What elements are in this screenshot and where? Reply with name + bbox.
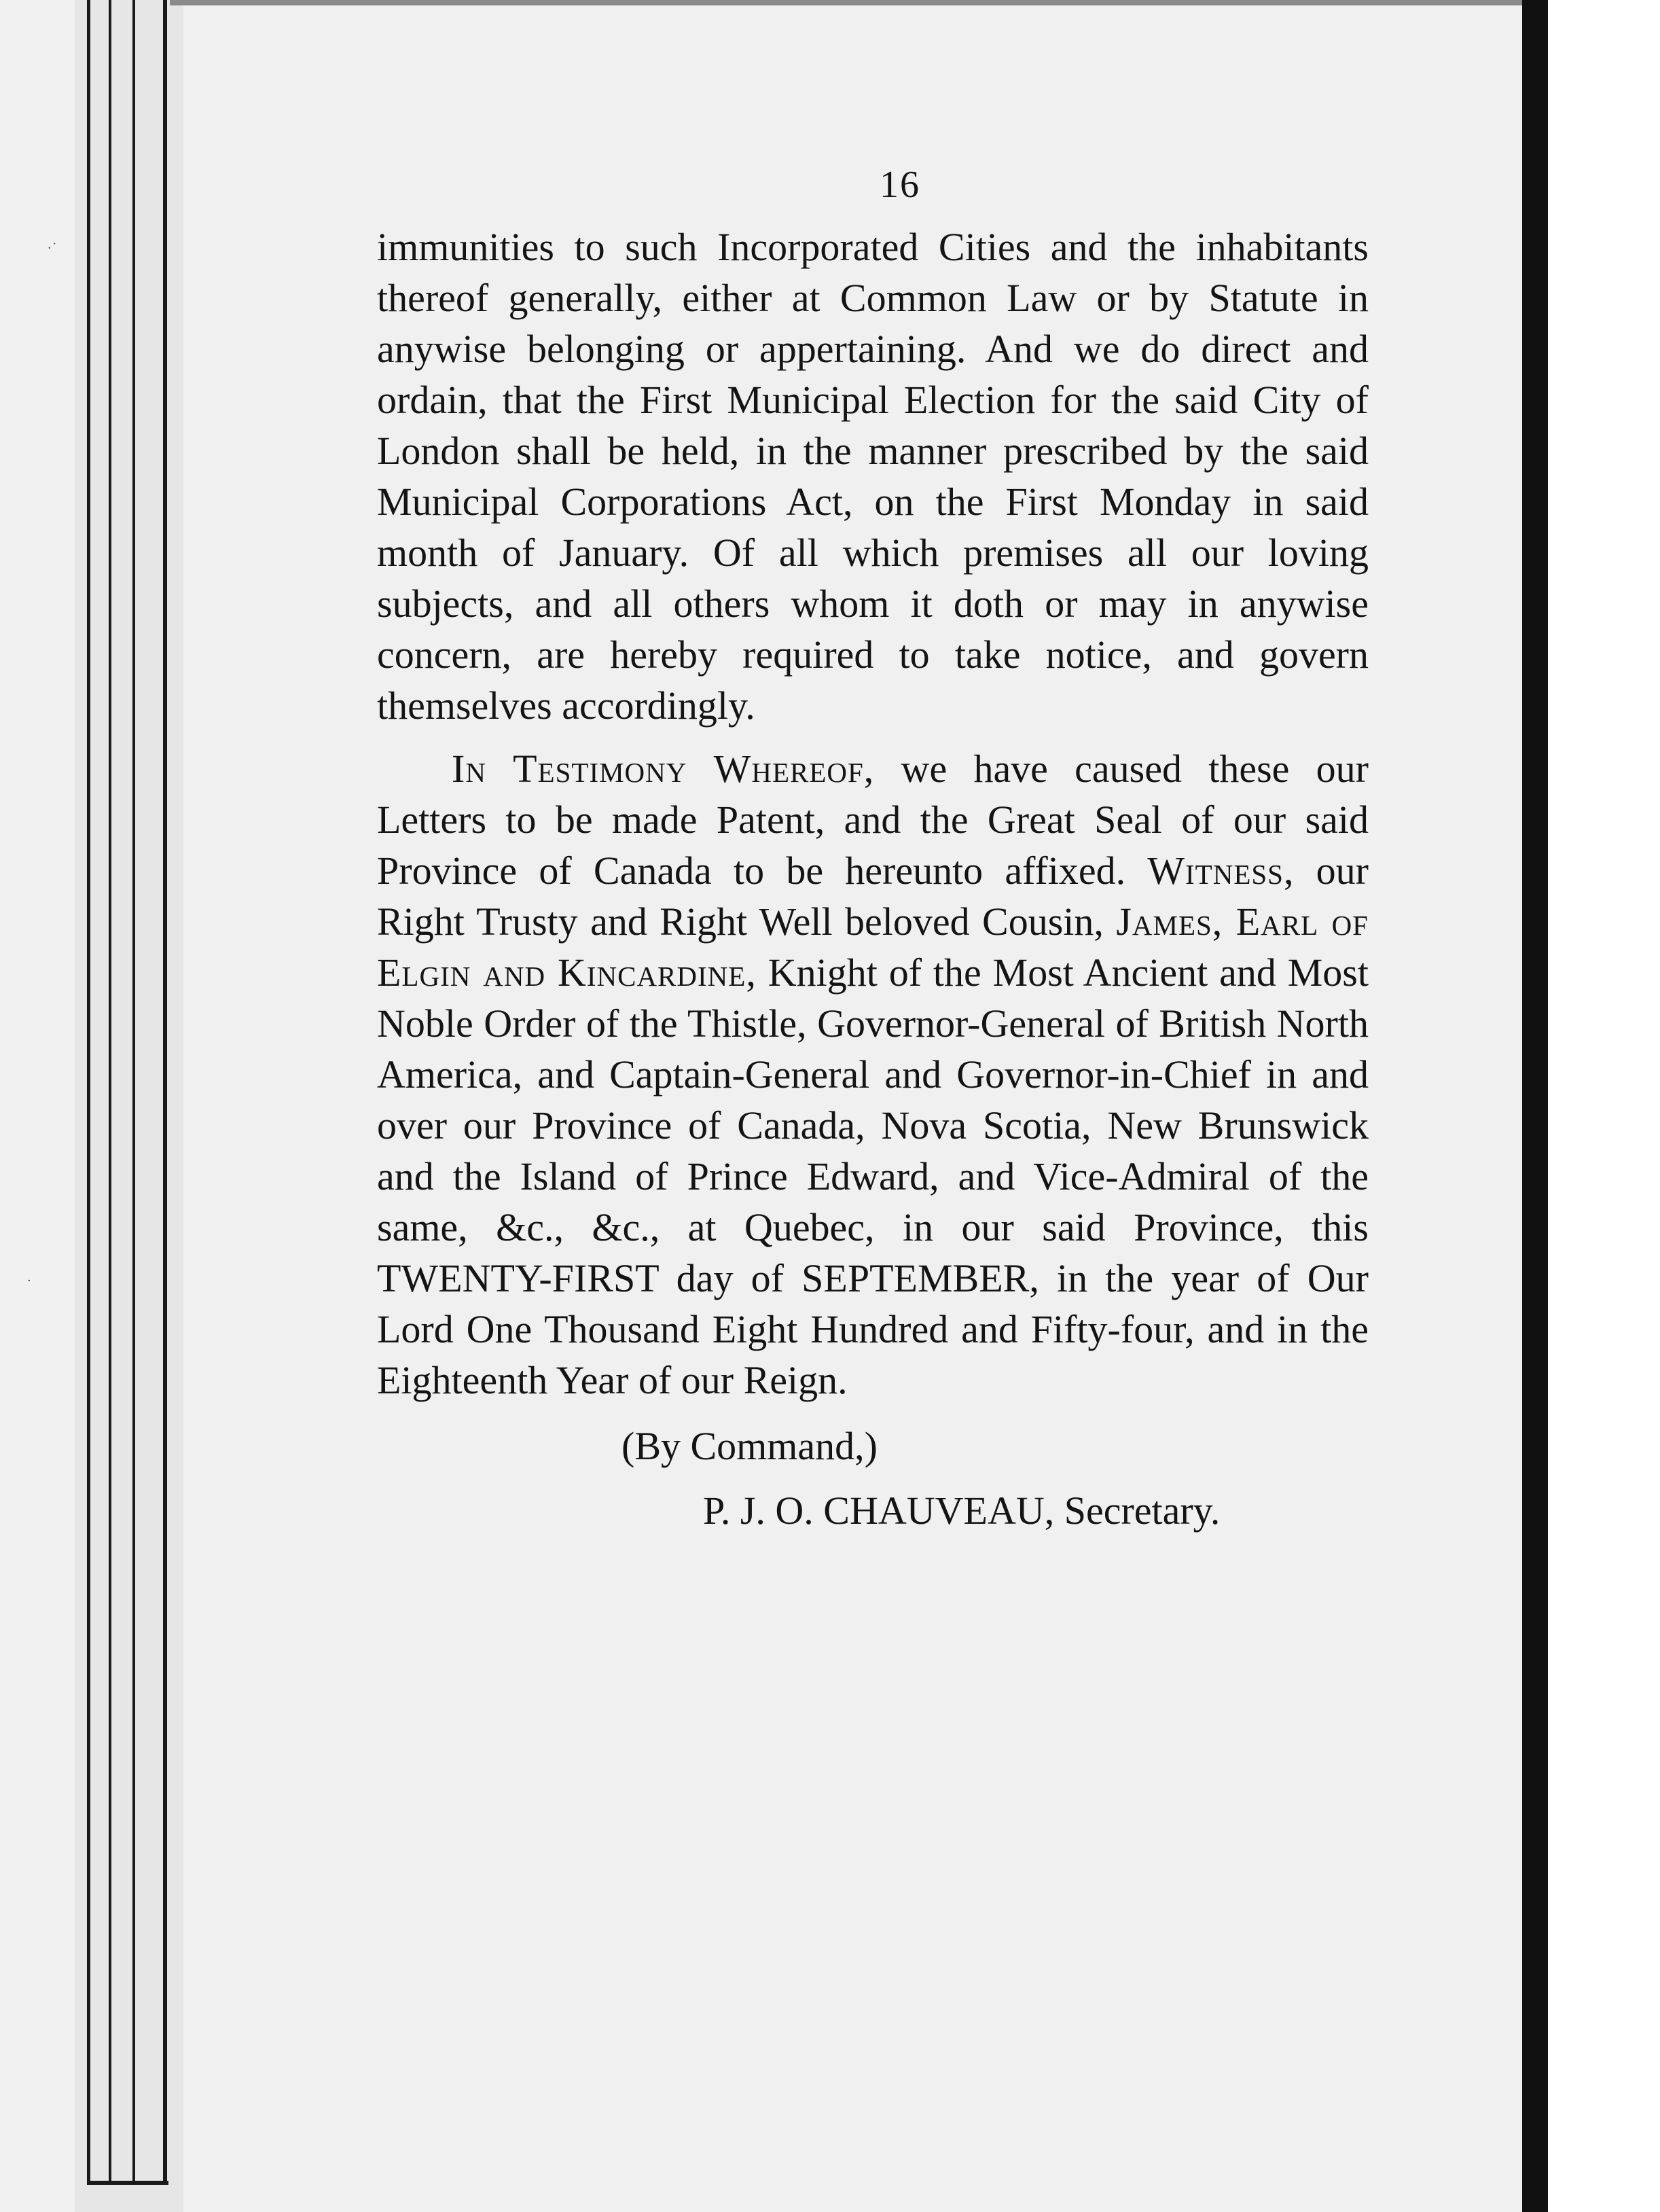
page-edge: [109, 0, 111, 2181]
testimony-text-1: we have caused these our Letters to be made Patent, and the Great Seal of our said Province of Canada to be hereunto affixed.: [377, 747, 1369, 893]
margin-speck: ·˙: [48, 241, 58, 255]
page-number: 16: [880, 164, 920, 206]
governor-name: James, Earl of Elgin and Kincardine,: [377, 899, 1369, 995]
book-binding: [75, 0, 183, 2212]
signature: P. J. O. CHAUVEAU, Secretary.: [703, 1488, 1221, 1533]
paragraph-testimony: [377, 743, 1369, 1406]
gutter-shadow: [1522, 0, 1548, 2212]
by-command: (By Command,): [621, 1424, 878, 1468]
top-edge: [170, 0, 1524, 5]
witness-label: Witness,: [1147, 849, 1295, 893]
testimony-text-2: our Right Trusty and Right Well beloved Cousin,: [377, 849, 1369, 944]
page-edge: [132, 0, 135, 2181]
testimony-lead: In Testimony Whereof,: [452, 747, 875, 791]
margin-speck: ·: [27, 1274, 31, 1288]
page-content: [377, 163, 1369, 1536]
page-edge: [163, 0, 167, 2181]
testimony-text-3: Knight of the Most Ancient and Most Noble Order of the Thistle, Governor-General of British North America, and Captain-General and Governor-in-Chief in and over our Province of Canada, Nova Scotia, New Brunswick and the Island of Prince Edward, and Vice-Admiral of the same, &c., &c., at Quebec, in our said Province, this TWENTY-FIRST day of SEPTEMBER, in the year of Our Lord One Thousand Eight Hundred and Fifty-four, and in the Eighteenth Year of our Reign.: [377, 950, 1369, 1402]
page-edge: [87, 0, 90, 2181]
page-edge-bottom: [87, 2181, 168, 2185]
paragraph-immunities: immunities to such Incorporated Cities and the inhabitants thereof generally, either at Common Law or by Statute in anywise belonging or appertaining. And we do direct and ordain, that the First Municipal Election for the said City of London shall be held, in the manner prescribed by the said Municipal Corporations Act, on the First Monday in said month of January. Of all which premises all our loving subjects, and all others whom it doth or may in anywise concern, are hereby required to take notice, and govern themselves accordingly.: [377, 225, 1369, 728]
